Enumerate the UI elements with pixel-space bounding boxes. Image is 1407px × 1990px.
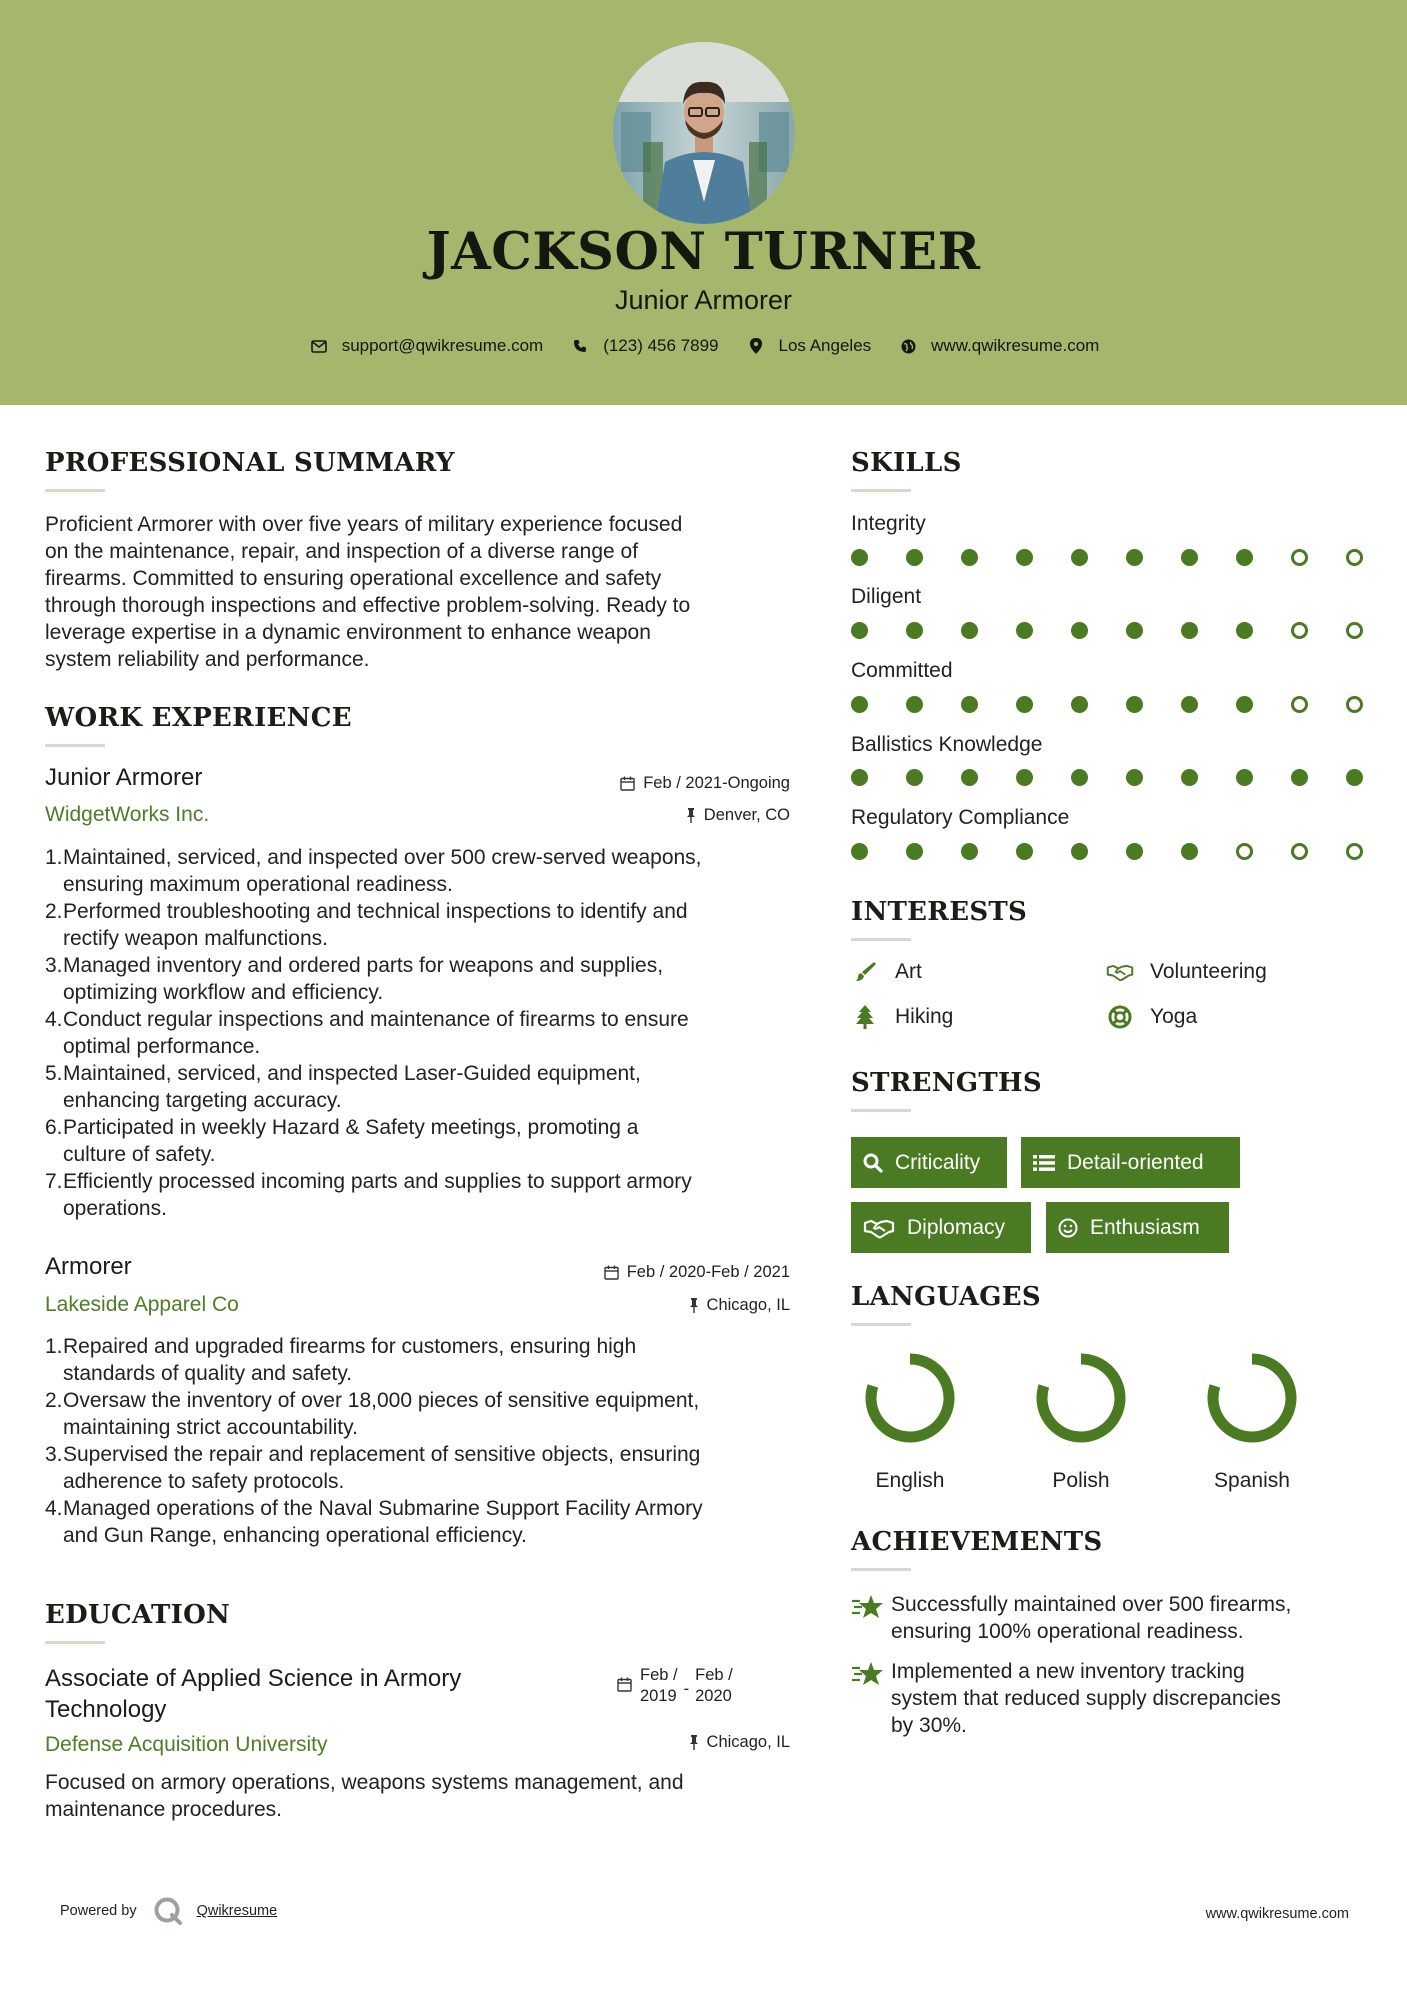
skill-dot-filled (851, 696, 868, 713)
list-item-line: culture of safety. (63, 1143, 216, 1166)
summary-text (45, 511, 805, 673)
calendar-icon (604, 1265, 619, 1280)
skill-dot-empty (1346, 843, 1363, 860)
list-item (45, 1387, 805, 1441)
list-item-line: and Gun Range, enhancing operational efficiency. (63, 1524, 527, 1547)
skill-dot-filled (906, 549, 923, 566)
skill-dot-filled (906, 843, 923, 860)
date-part: 2020 (695, 1687, 732, 1705)
globe-icon (897, 337, 919, 355)
achievement-line: Successfully maintained over 500 firearms, (891, 1593, 1292, 1616)
skill-dot-filled (1181, 549, 1198, 566)
list-number: 2. (45, 900, 63, 923)
skill-dot-filled (1126, 549, 1143, 566)
skill-dot-filled (1181, 696, 1198, 713)
skill-dot-filled (906, 622, 923, 639)
achievements-heading: ACHIEVEMENTS (851, 1527, 1103, 1557)
pin-icon (689, 1735, 699, 1750)
job-location-text: Chicago, IL (706, 1296, 790, 1314)
language-label: English (875, 1469, 945, 1492)
skill-dot-filled (961, 622, 978, 639)
degree-line: Technology (45, 1696, 167, 1723)
interest-label: Yoga (1150, 1005, 1198, 1028)
education-heading: EDUCATION (45, 1600, 231, 1630)
date-part: Feb / (695, 1666, 733, 1684)
list-number: 4. (45, 1008, 63, 1031)
job-location (560, 1296, 790, 1315)
skill-dot-filled (851, 549, 868, 566)
language-item (1192, 1350, 1312, 1493)
list-item-line: Conduct regular inspections and maintenance of firearms to ensure (63, 1008, 689, 1031)
interests-underline (851, 938, 911, 941)
list-item-line: optimizing workflow and efficiency. (63, 981, 384, 1004)
handshake-icon (1106, 961, 1134, 983)
achievement-line: Implemented a new inventory tracking (891, 1660, 1245, 1683)
contact-phone-text: (123) 456 7899 (603, 336, 719, 355)
skill-dot-filled (1016, 696, 1033, 713)
candidate-name: JACKSON TURNER (426, 222, 981, 282)
language-ring (862, 1350, 958, 1446)
strength-chip (1046, 1202, 1229, 1253)
language-item (850, 1350, 970, 1493)
list-number: 7. (45, 1170, 63, 1193)
list-item-line: Maintained, serviced, and inspected Laser-Guided equipment, (63, 1062, 641, 1085)
work-underline (45, 744, 105, 747)
list-item (45, 898, 805, 952)
list-item (45, 1060, 805, 1114)
list-number: 5. (45, 1062, 63, 1085)
skill-name: Diligent (851, 585, 922, 608)
skill-dot-filled (961, 696, 978, 713)
education-location (560, 1733, 790, 1752)
language-label: Polish (1052, 1469, 1110, 1492)
summary-line: leverage expertise in a dynamic environment to enhance weapon (45, 621, 651, 644)
skill-dot-filled (1346, 769, 1363, 786)
list-number: 6. (45, 1116, 63, 1139)
contact-website[interactable] (897, 336, 1099, 356)
interest-volunteering (1106, 960, 1267, 984)
list-item-line: Maintained, serviced, and inspected over 500 crew-served weapons, (63, 846, 702, 869)
job-dates-text: Feb / 2021-Ongoing (643, 774, 790, 792)
list-number: 1. (45, 846, 63, 869)
skills-heading: SKILLS (851, 448, 962, 478)
skill-dot-filled (1181, 843, 1198, 860)
language-arc (1042, 1359, 1120, 1437)
school-name: Defense Acquisition University (45, 1733, 328, 1756)
date-part: 2019 (640, 1687, 677, 1705)
list-item-line: Participated in weekly Hazard & Safety meetings, promoting a (63, 1116, 639, 1139)
list-icon (1033, 1154, 1055, 1172)
skill-dot-filled (1071, 696, 1088, 713)
search-icon (863, 1153, 883, 1173)
skill-dot-filled (851, 843, 868, 860)
contact-email[interactable] (308, 336, 544, 356)
pin-icon (686, 808, 696, 823)
map-pin-icon (745, 337, 767, 355)
education-dates (617, 1665, 733, 1707)
date-separator: - (683, 1680, 690, 1698)
list-item (45, 844, 805, 898)
skill-dot-filled (1016, 549, 1033, 566)
list-item-line: optimal performance. (63, 1035, 261, 1058)
pin-icon (689, 1298, 699, 1313)
list-item (45, 1495, 805, 1549)
job-dates (540, 1263, 790, 1282)
strength-chip (1021, 1137, 1240, 1188)
contact-location (745, 336, 872, 356)
list-item (45, 1006, 805, 1060)
achievement-line: ensuring 100% operational readiness. (891, 1620, 1244, 1643)
powered-by-text: Powered by (60, 1903, 137, 1919)
skill-dot-empty (1291, 549, 1308, 566)
language-item (1021, 1350, 1141, 1493)
skill-dot-filled (906, 696, 923, 713)
summary-line: system reliability and performance. (45, 648, 370, 671)
strength-chip (851, 1137, 1007, 1188)
list-number: 3. (45, 954, 63, 977)
skill-rating (851, 622, 1366, 642)
language-ring (1033, 1350, 1129, 1446)
list-item-line: Oversaw the inventory of over 18,000 pieces of sensitive equipment, (63, 1389, 700, 1412)
handshake-icon (863, 1217, 895, 1239)
skill-dot-empty (1346, 696, 1363, 713)
job-dates-text: Feb / 2020-Feb / 2021 (626, 1263, 790, 1281)
job-role: Armorer (45, 1253, 132, 1280)
degree-line: Associate of Applied Science in Armory (45, 1665, 462, 1692)
skill-name: Committed (851, 659, 953, 682)
list-item (45, 1114, 805, 1168)
skill-dot-filled (961, 843, 978, 860)
skill-dot-filled (1126, 769, 1143, 786)
interest-hiking (851, 1005, 953, 1029)
education-desc-line: maintenance procedures. (45, 1798, 282, 1821)
skill-dot-empty (1346, 622, 1363, 639)
language-arc (1213, 1359, 1291, 1437)
interests-heading: INTERESTS (851, 897, 1028, 927)
skill-name: Ballistics Knowledge (851, 733, 1043, 756)
skill-dot-filled (1126, 622, 1143, 639)
skill-dot-empty (1291, 843, 1308, 860)
skill-dot-empty (1346, 549, 1363, 566)
list-item-line: Managed inventory and ordered parts for weapons and supplies, (63, 954, 664, 977)
work-heading: WORK EXPERIENCE (45, 703, 352, 733)
skill-dot-filled (961, 549, 978, 566)
strength-label: Enthusiasm (1090, 1215, 1200, 1239)
summary-underline (45, 489, 105, 492)
achievements-underline (851, 1568, 911, 1571)
interest-label: Art (895, 960, 922, 983)
list-item-line: Performed troubleshooting and technical inspections to identify and (63, 900, 688, 923)
skill-rating (851, 843, 1366, 863)
list-item-line: enhancing targeting accuracy. (63, 1089, 342, 1112)
skill-dot-filled (1236, 622, 1253, 639)
skill-dot-filled (1181, 769, 1198, 786)
contact-website-text: www.qwikresume.com (931, 336, 1100, 355)
skill-dot-filled (1126, 696, 1143, 713)
skill-dot-filled (1016, 769, 1033, 786)
tree-icon (851, 1005, 879, 1029)
smile-icon (1058, 1218, 1078, 1238)
list-item (45, 1441, 805, 1495)
list-item-line: rectify weapon malfunctions. (63, 927, 328, 950)
resume-header (0, 0, 1407, 405)
job-duties-list (45, 844, 805, 1222)
profile-photo (613, 42, 795, 224)
skills-underline (851, 489, 911, 492)
education-start (640, 1665, 678, 1707)
education-location-text: Chicago, IL (706, 1733, 790, 1751)
list-item-line: adherence to safety protocols. (63, 1470, 345, 1493)
paintbrush-icon (851, 960, 879, 984)
degree-title (45, 1663, 461, 1725)
achievement-item (851, 1591, 1371, 1645)
skill-dot-filled (906, 769, 923, 786)
contact-bar (0, 336, 1407, 356)
skill-rating (851, 696, 1366, 716)
skill-dot-filled (1071, 549, 1088, 566)
skill-dot-filled (851, 622, 868, 639)
star-icon (851, 1658, 891, 1739)
list-item (45, 1333, 805, 1387)
list-item-line: ensuring maximum operational readiness. (63, 873, 453, 896)
list-item-line: standards of quality and safety. (63, 1362, 353, 1385)
contact-email-text: support@qwikresume.com (341, 336, 544, 355)
list-item (45, 1168, 805, 1222)
education-desc-line: Focused on armory operations, weapons systems management, and (45, 1771, 684, 1794)
skill-dot-filled (1236, 696, 1253, 713)
skill-rating (851, 549, 1366, 569)
list-item-line: Managed operations of the Naval Submarine Support Facility Armory (63, 1497, 703, 1520)
job-dates (560, 774, 790, 793)
job-role: Junior Armorer (45, 764, 203, 791)
skill-dot-filled (1181, 622, 1198, 639)
skill-dot-filled (1291, 769, 1308, 786)
achievement-item (851, 1658, 1371, 1739)
interest-label: Hiking (895, 1005, 954, 1028)
summary-line: on the maintenance, repair, and inspection of a diverse range of (45, 540, 639, 563)
job-duties-list (45, 1333, 805, 1549)
job-location-text: Denver, CO (703, 806, 790, 824)
skill-name: Integrity (851, 512, 926, 535)
skill-dot-filled (1071, 843, 1088, 860)
interest-art (851, 960, 922, 984)
language-label: Spanish (1214, 1469, 1290, 1492)
job-company: Lakeside Apparel Co (45, 1293, 239, 1316)
skill-dot-filled (851, 769, 868, 786)
skill-dot-empty (1236, 843, 1253, 860)
skill-rating (851, 769, 1366, 789)
language-ring (1204, 1350, 1300, 1446)
skill-name: Regulatory Compliance (851, 806, 1070, 829)
skill-dot-empty (1291, 622, 1308, 639)
skill-dot-filled (1071, 622, 1088, 639)
job-company: WidgetWorks Inc. (45, 803, 210, 826)
footer-powered-by (60, 1896, 277, 1926)
list-number: 4. (45, 1497, 63, 1520)
achievement-line: system that reduced supply discrepancies (891, 1687, 1281, 1710)
skill-dot-filled (1126, 843, 1143, 860)
date-part: Feb / (640, 1666, 678, 1684)
list-item-line: Supervised the repair and replacement of sensitive objects, ensuring (63, 1443, 701, 1466)
education-underline (45, 1641, 105, 1644)
education-end (695, 1665, 733, 1707)
skill-dot-filled (1016, 622, 1033, 639)
list-item (45, 952, 805, 1006)
skill-dot-filled (1016, 843, 1033, 860)
education-description (45, 1769, 805, 1823)
summary-line: Proficient Armorer with over five years of military experience focused (45, 513, 683, 536)
languages-underline (851, 1323, 911, 1326)
list-number: 2. (45, 1389, 63, 1412)
phone-icon (569, 337, 591, 355)
skill-dot-empty (1291, 696, 1308, 713)
interest-label: Volunteering (1150, 960, 1267, 983)
strengths-underline (851, 1109, 911, 1112)
life-ring-icon (1106, 1005, 1134, 1029)
list-number: 1. (45, 1335, 63, 1358)
languages-heading: LANGUAGES (851, 1282, 1041, 1312)
star-icon (851, 1591, 891, 1645)
envelope-icon (308, 337, 330, 355)
summary-line: through thorough inspections and effective problem-solving. Ready to (45, 594, 691, 617)
strength-label: Criticality (895, 1150, 981, 1174)
skill-dot-filled (1236, 549, 1253, 566)
calendar-icon (620, 776, 635, 791)
list-item-line: maintaining strict accountability. (63, 1416, 358, 1439)
skill-dot-filled (1071, 769, 1088, 786)
summary-heading: PROFESSIONAL SUMMARY (45, 448, 455, 478)
skill-dot-filled (961, 769, 978, 786)
language-arc (871, 1359, 949, 1437)
list-item-line: operations. (63, 1197, 167, 1220)
list-item-line: Repaired and upgraded firearms for customers, ensuring high (63, 1335, 637, 1358)
footer-url[interactable]: www.qwikresume.com (1205, 1906, 1349, 1922)
list-number: 3. (45, 1443, 63, 1466)
qwikresume-logo-icon (153, 1896, 183, 1926)
interest-yoga (1106, 1005, 1197, 1029)
qwikresume-link[interactable]: Qwikresume (196, 1903, 278, 1919)
summary-line: firearms. Committed to ensuring operational excellence and safety (45, 567, 662, 590)
candidate-title: Junior Armorer (614, 285, 793, 315)
contact-location-text: Los Angeles (778, 336, 872, 355)
contact-phone[interactable] (569, 336, 718, 356)
calendar-icon (617, 1665, 632, 1707)
strength-chip (851, 1202, 1031, 1253)
strength-label: Detail-oriented (1067, 1150, 1204, 1174)
job-location (560, 806, 790, 825)
achievement-line: by 30%. (891, 1714, 967, 1737)
skill-dot-filled (1236, 769, 1253, 786)
strengths-heading: STRENGTHS (851, 1068, 1042, 1098)
list-item-line: Efficiently processed incoming parts and supplies to support armory (63, 1170, 692, 1193)
strength-label: Diplomacy (907, 1215, 1006, 1239)
